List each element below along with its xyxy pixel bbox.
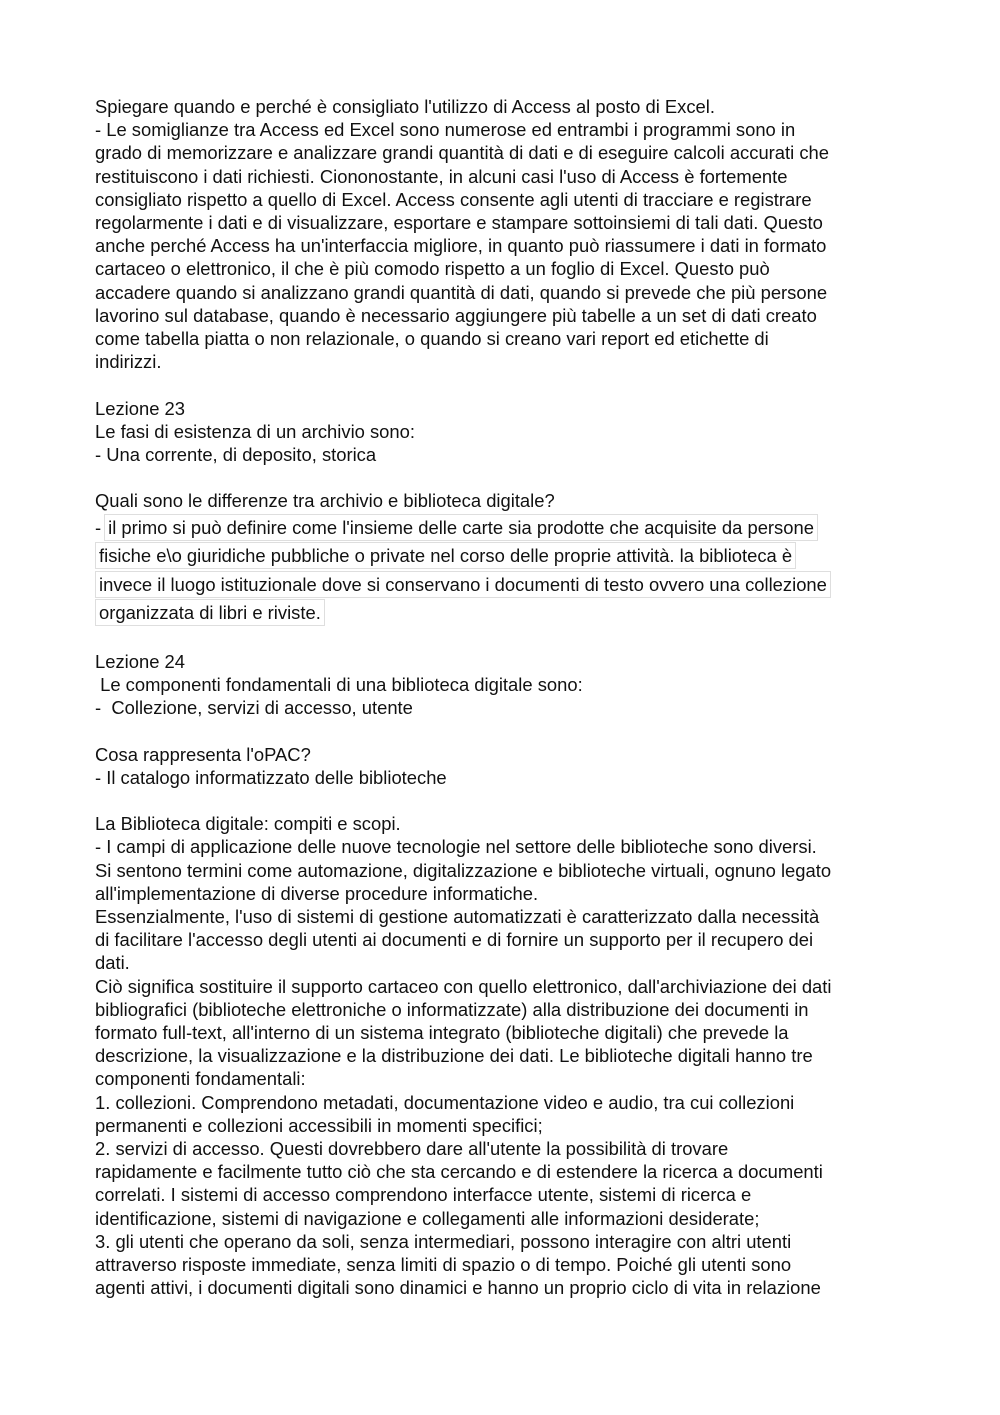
text-box[interactable]: il primo si può definire come l'insieme delle carte sia prodotte che acquisite da persone <box>104 514 818 541</box>
body-line: dati. <box>95 952 130 974</box>
body-line: all'implementazione di diverse procedure informatiche. <box>95 882 539 904</box>
answer-line: regolarmente i dati e di visualizzare, esportare e stampare sottoinsiemi di tali dati. Questo <box>95 212 823 234</box>
spacer <box>95 719 910 742</box>
answer-line: come tabella piatta o non relazionale, o quando si creano vari report ed etichette di <box>95 328 769 350</box>
question-componenti: Le componenti fondamentali di una biblioteca digitale sono: <box>95 674 583 696</box>
body-line: 2. servizi di accesso. Questi dovrebbero dare all'utente la possibilità di trovare <box>95 1138 729 1160</box>
section-access-excel <box>95 95 910 373</box>
body-line: Ciò significa sostituire il supporto cartaceo con quello elettronico, dall'archiviazione dei dati <box>95 975 832 997</box>
text-box[interactable]: invece il luogo istituzionale dove si conservano i documenti di testo ovvero una collezione <box>95 571 831 598</box>
body-line: di facilitare l'accesso degli utenti ai documenti e di fornire un supporto per il recupero dei <box>95 929 814 951</box>
section-biblioteca-digitale <box>95 812 910 1299</box>
answer-fasi-archivio: - Una corrente, di deposito, storica <box>95 444 377 466</box>
body-line: formato full-text, all'interno di un sistema integrato (biblioteche digitali) che prevede la <box>95 1022 789 1044</box>
text-box[interactable]: organizzata di libri e riviste. <box>95 599 325 626</box>
answer-line: accadere quando si analizzano grandi quantità di dati, quando si prevede che più persone <box>95 281 828 303</box>
boxed-line <box>95 541 910 570</box>
spacer <box>95 373 910 396</box>
boxed-line <box>95 598 910 627</box>
answer-line: indirizzi. <box>95 351 162 373</box>
body-line: agenti attivi, i documenti digitali sono dinamici e hanno un proprio ciclo di vita in relazione <box>95 1277 821 1299</box>
answer-dash: - <box>95 516 102 538</box>
body-line: - I campi di applicazione delle nuove tecnologie nel settore delle biblioteche sono diversi. <box>95 836 817 858</box>
body-line: Essenzialmente, l'uso di sistemi di gestione automatizzati è caratterizzato dalla necessità <box>95 906 820 928</box>
section-lezione-23 <box>95 397 910 627</box>
question-fasi-archivio: Le fasi di esistenza di un archivio sono: <box>95 420 415 442</box>
body-line: identificazione, sistemi di navigazione e collegamenti alle informazioni desiderate; <box>95 1207 760 1229</box>
question-access: Spiegare quando e perché è consigliato l'utilizzo di Access al posto di Excel. <box>95 96 715 117</box>
answer-line: consigliato rispetto a quello di Excel. Access consente agli utenti di tracciare e registrare <box>95 188 812 210</box>
answer-opac: - Il catalogo informatizzato delle biblioteche <box>95 766 447 788</box>
lesson-heading: Lezione 23 <box>95 397 185 419</box>
answer-archivio-biblioteca <box>95 513 910 627</box>
answer-line: grado di memorizzare e analizzare grandi quantità di dati e di eseguire calcoli accurati che <box>95 142 829 164</box>
body-line: 1. collezioni. Comprendono metadati, documentazione video e audio, tra cui collezioni <box>95 1091 795 1113</box>
body-line: componenti fondamentali: <box>95 1068 306 1090</box>
body-line: correlati. I sistemi di accesso comprendono interfacce utente, sistemi di ricerca e <box>95 1184 752 1206</box>
spacer <box>95 627 910 650</box>
lesson-heading: Lezione 24 <box>95 650 185 672</box>
boxed-line <box>95 513 910 542</box>
answer-componenti: - Collezione, servizi di accesso, utente <box>95 697 413 719</box>
section-heading: La Biblioteca digitale: compiti e scopi. <box>95 813 401 835</box>
body-line: 3. gli utenti che operano da soli, senza intermediari, possono interagire con altri utenti <box>95 1230 792 1252</box>
body-line: permanenti e collezioni accessibili in momenti specifici; <box>95 1114 543 1136</box>
answer-line: lavorino sul database, quando è necessario aggiungere più tabelle a un set di dati creato <box>95 304 817 326</box>
document-page <box>95 95 910 1299</box>
text-box[interactable]: fisiche e\o giuridiche pubbliche o private nel corso delle proprie attività. la biblioteca è <box>95 542 796 569</box>
section-lezione-24 <box>95 650 910 789</box>
body-line: descrizione, la visualizzazione e la distribuzione dei dati. Le biblioteche digitali hanno tre <box>95 1045 813 1067</box>
body-line: bibliografici (biblioteche elettroniche o informatizzate) alla distribuzione dei documenti in <box>95 998 809 1020</box>
question-opac: Cosa rappresenta l'oPAC? <box>95 743 311 765</box>
answer-line: cartaceo o elettronico, il che è più comodo rispetto a un foglio di Excel. Questo può <box>95 258 770 280</box>
boxed-line <box>95 570 910 599</box>
question-archivio-biblioteca: Quali sono le differenze tra archivio e biblioteca digitale? <box>95 490 555 512</box>
answer-line: - Le somiglianze tra Access ed Excel sono numerose ed entrambi i programmi sono in <box>95 119 796 141</box>
body-line: attraverso risposte immediate, senza limiti di spazio o di tempo. Poiché gli utenti sono <box>95 1254 792 1276</box>
body-line: rapidamente e facilmente tutto ciò che sta cercando e di estendere la ricerca a documenti <box>95 1161 823 1183</box>
spacer <box>95 466 910 489</box>
body-line: Si sentono termini come automazione, digitalizzazione e biblioteche virtuali, ognuno legato <box>95 859 832 881</box>
spacer <box>95 789 910 812</box>
answer-access <box>95 118 910 373</box>
answer-line: restituiscono i dati richiesti. Ciononostante, in alcuni casi l'uso di Access è fortemente <box>95 165 788 187</box>
answer-line: anche perché Access ha un'interfaccia migliore, in quanto può riassumere i dati in formato <box>95 235 827 257</box>
